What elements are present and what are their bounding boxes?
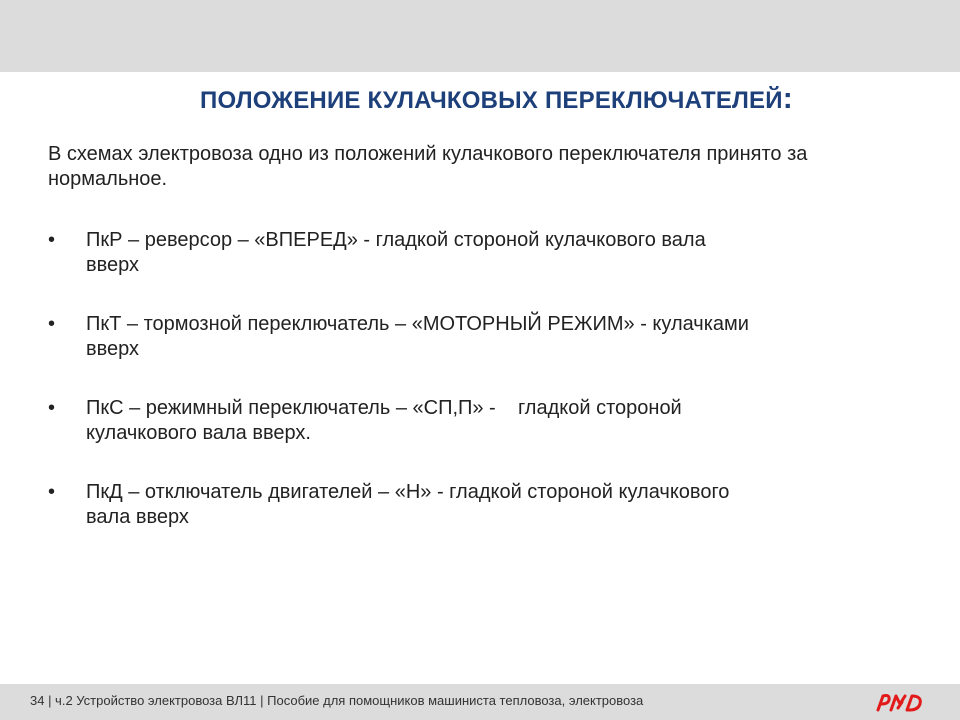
bullet-icon: • bbox=[48, 481, 56, 503]
bullet-item-pkt bbox=[48, 312, 908, 396]
header-band bbox=[0, 0, 960, 72]
bullet-item-pks bbox=[48, 396, 908, 480]
slide-title bbox=[200, 82, 920, 116]
bullet-line: ПкД – отключатель двигателей – «Н» - гладкой стороной кулачкового bbox=[86, 481, 730, 503]
bullet-line: кулачкового вала вверх. bbox=[86, 422, 311, 444]
bullet-line: ПкР – реверсор – «ВПЕРЕД» - гладкой стороной кулачкового вала bbox=[86, 229, 706, 251]
bullet-icon: • bbox=[48, 397, 56, 419]
slide-title-text: ПОЛОЖЕНИЕ КУЛАЧКОВЫХ ПЕРЕКЛЮЧАТЕЛЕЙ bbox=[200, 87, 783, 114]
bullet-list bbox=[48, 228, 908, 564]
rzd-logo-icon bbox=[874, 690, 926, 714]
bullet-line: ПкТ – тормозной переключатель – «МОТОРНЫЙ РЕЖИМ» - кулачками bbox=[86, 313, 749, 335]
bullet-line: вала вверх bbox=[86, 506, 189, 528]
bullet-icon: • bbox=[48, 313, 56, 335]
bullet-line: ПкС – режимный переключатель – «СП,П» - гладкой стороной bbox=[86, 397, 682, 419]
footer-text: 34 | ч.2 Устройство электровоза ВЛ11 | Пособие для помощников машиниста тепловоза, электровоза bbox=[30, 693, 644, 708]
bullet-line: вверх bbox=[86, 338, 140, 360]
bullet-item-pkd bbox=[48, 480, 908, 564]
bullet-icon: • bbox=[48, 229, 56, 251]
bullet-item-pkr bbox=[48, 228, 908, 312]
slide-title-colon: : bbox=[782, 82, 793, 115]
intro-paragraph: В схемах электровоза одно из положений кулачкового переключателя принято за нормальное. bbox=[48, 143, 808, 190]
bullet-line: вверх bbox=[86, 254, 140, 276]
